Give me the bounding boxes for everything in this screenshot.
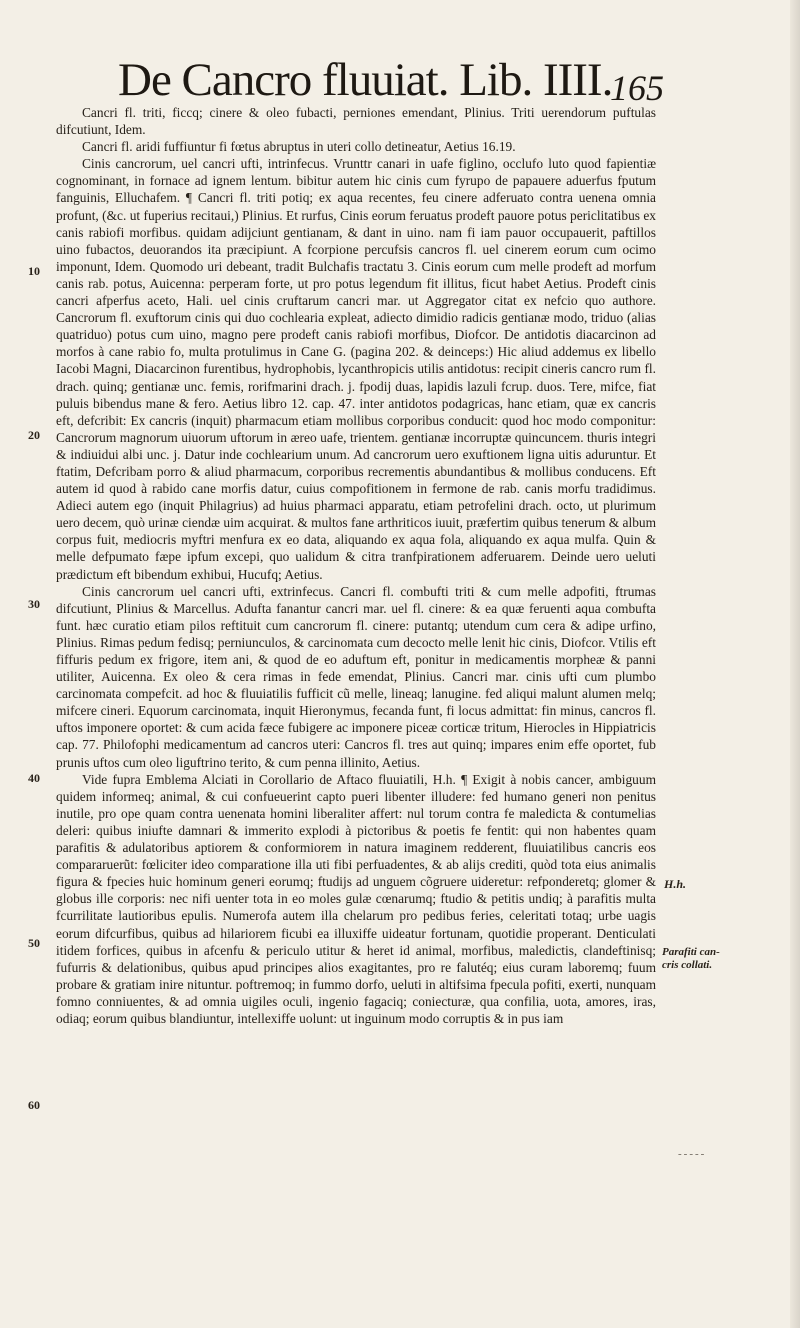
line-number-30: 30 <box>28 597 40 611</box>
paragraph-remedy-perniones: Cancri fl. triti, ficcq; cinere & oleo fubacti, perniones emendant, Plinius. Triti uerendorum puftulas difcutiunt, Idem. <box>56 105 656 138</box>
page-number: 165 <box>610 68 664 108</box>
line-number-50: 50 <box>28 936 40 950</box>
paragraph-suffumigation: Cancri fl. aridi fuffiuntur fi fœtus abruptus in uteri collo detineatur, Aetius 16.19. <box>82 139 516 155</box>
catchword: ----- <box>678 1148 707 1160</box>
margin-note-hh: H.h. <box>664 877 687 891</box>
paragraph-cinis-extrinsecus: Cinis cancrorum uel cancri ufti, extrinfecus. Cancri fl. combufti triti & cum melle adpofiti, ftrumas difcutiunt, Plinius & Marcellus. Adufta fanantur cancri mar. uel fl. cinere: & ea quæ feruenti aqua combufta funt. hæc curatio etiam pilos reftituit cum cancrorum fl. cinere: putantq; utendum cum cera & adipe urfino, Plinius. Rimas pedum fedisq; perniunculos, & carcinomata cum decocto melle lenit hic cinis, Diofcor. Vtilis eft fiffuris pedum ex frigore, item ani, & quod de eo aduftum eft, ponitur in medicamentis morpheæ & panni utiliter, Auicenna. Ex oleo & cera rimas in fede emendat, Plinius. Cancri mar. cinis ufti cum plumbo carcinomata compefcit. ad hoc & fluuiatilis fufficit cũ melle, lineaq; lanugine. fed aliqui malunt alumen melq; mifcere cineri. Equorum carcinomata, inquit Hieronymus, fecanda funt, fi locus admittat: fin minus, cancros fl. uftos imponere oportet: & cum acida fæce fubigere ac imponere piceæ corticæ tritum, Hierocles in Hippiatricis cap. 77. Philofophi medicamentum ad cancros uteri: Cancros fl. tres aut quinq; impares enim effe oportet, fub prunis uftos cum oleo liguftrino terito, & cum penna illinito, Aetius. <box>56 583 656 770</box>
line-number-40: 40 <box>28 771 40 785</box>
main-text <box>56 104 656 1194</box>
running-title: De Cancro fluuiat. Lib. IIII. <box>118 54 613 106</box>
margin-note-parasiti: Parafiti can- <box>662 946 720 958</box>
margin-note-collati: cris collati. <box>662 959 713 971</box>
page-header <box>118 50 678 110</box>
paragraph-cinis-intrinsecus: Cinis cancrorum, uel cancri ufti, intrinfecus. Vrunttr canari in uafe figlino, occlufo luto quod fapientiæ cognominant, in fornace ad ignem lentum. bibitur autem hic cinis cum fyrupo de papauere aduerfus fputum fanguinis, Elluchafem. ¶ Cancri fl. triti potiq; ex aqua recentes, feu cinere adferuato contra uenena omnia profunt, (&c. ut fuperius recitaui,) Plinius. Et rurfus, Cinis eorum feruatus prodeft pauore potus periclitatibus ex canis rabiofi morfibus. quidam adijciunt gentianam, & dant in uino. nam fi iam pauor occupauerit, paftillos uino fubactos, deuorandos ita præcipiunt. A fcorpione percufsis cancros fl. uel cinerem eorum cum ocimo imponunt, Idem. Quomodo uri debeant, tradit Bulchafis tractatu 3. Cinis eorum cum melle prodeft ad morfum canis rab. potus, Auicenna: perperam forte, ut pro potus legendum fit illitus, ficut habet Aetius. Prodeft cinis cancri afperfus aceto, Hali. uel cinis cruftarum cancri mar. ut Aggregator citat ex nefcio quo authore. Cancrorum fl. exuftorum cinis qui duo cochlearia expleat, adiecto dimidio radicis gentianæ modo, triduo (alias quatriduo) potus cum uino, magno pere prodeft canis rabiofi morfibus, Diofcor. De antidotis diacarcinon ad morfos à cane rabio fo, multa protulimus in Cane G. (pagina 202. & deinceps:) Hic aliud addemus ex libello Iacobi Magni, Diacarcinon furentibus, hydrophobis, lycanthropicis utilis antidotus: recipit cineris cancro rum fl. drach. quinq; gentianæ unc. femis, rorifmarini drach. j. fpodij duas, lapidis lazuli fcrup. duos. Tere, mifce, fiat puluis bibendus mane & fero. Aetius libro 12. cap. 47. inter antidotos podagricas, hanc etiam, quæ ex cancris eft, defcribit: Ex cancris (inquit) pharmacum etiam mollibus corporibus conducit: quod hoc modo componitur: Cancrorum magnorum uiuorum uftorum in æreo uafe, trientem. gentianæ incorruptæ quincuncem. thuris integri & indiuidui albi unc. j. Datur inde cochlearium unum. Ad cancrorum uero exuftionem ligna uitis aduruntur. Et ftatim, Defcribam porro & aliud pharmacum, corporibus recrementis abundantibus & mollibus conducens. Eft autem id quod à rabido cane morfis datur, cuius compofitionem in fermone de rab. canis morfu tradidimus. Adieci autem ego (inquit Philagrius) ad huius pharmaci apparatu, etiam petrofelini drach. octo, ut plurimum uero decem, quò urinæ ciendæ uim acquirat. & multos fane arthriticos iuuit, præfertim quibus tenerum & album corpus fuit, mediocris myftri menfura ex eo data, aliquando ex aqua fola, aliquando ex aqua mulfa. Quin & melle defpumato fæpe ipfum excepi, quo ualidum & citra tranfpirationem adferuarem. Deinde uero ueluti prædictum eft bibendum exhibui, Hucufq; Aetius. <box>56 156 656 582</box>
line-number-60: 60 <box>28 1098 40 1112</box>
line-number-10: 10 <box>28 264 40 278</box>
page-edge <box>790 0 800 1328</box>
line-number-20: 20 <box>28 428 40 442</box>
paragraph-emblema: Vide fupra Emblema Alciati in Corollario de Aftaco fluuiatili, H.h. ¶ Exigit à nobis cancer, ambiguum quidem informeq; animal, & cui confueuerint capto pueri libenter illudere: fed humano generi non penitus inutile, pro ope quam contra uenenata homini liberaliter affert: nul torum contra fe maledicta & contumelias deleri: quibus iniufte damnari & immerito explodi à pictoribus & poetis fe fentit: qui non habentes quam parafitis & adulatoribus aptiorem & conformiorem in natura imaginem redderent, fluuiatilibus cancris eos compararuerũt: fœliciter ideo comparatione illa uti fibi perfuadentes, & ab alijs crediti, quòd tota eius animalis figura & fpecies huic hominum generi eorumq; ftudijs ad unguem cõgruere uideretur: refponderetq; glomer & globus ille corporis: nec nifi uenter tota in eo moles gulæ cœnarumq; ftudio & petitis undiq; à parafitis multa fcurrilitate lautioribus epulis. Numerofa autem illa chelarum pro pedibus feries, celeritati totaq; urbe uagis eorum difcurfibus, quibus ad hilariorem ficubi ea illuxiffe uideatur fortunam, quotidie properant. Denticulati itidem forfices, quibus in afcenfu & periculo utitur & heret id animal, morfibus, maledictis, clandeftinisq; fufurris & delationibus, quibus apud principes alios exagitantes, pro re falutéq; eius curam laboremq; fuum probare & gratiam inire nituntur. poftremoq; in fummo dorfo, ueluti in altifsima fpecula pofiti, exerti, nunquam fomno conniuentes, & ad omnia uigiles oculi, ingenio fagaciq; coniecturæ, qua confilia, uota, amores, iras, odiaq; eorum quibus blandiuntur, intellexiffe uolunt: ut inguinum modo corruptis & in pus iam <box>56 771 656 1026</box>
